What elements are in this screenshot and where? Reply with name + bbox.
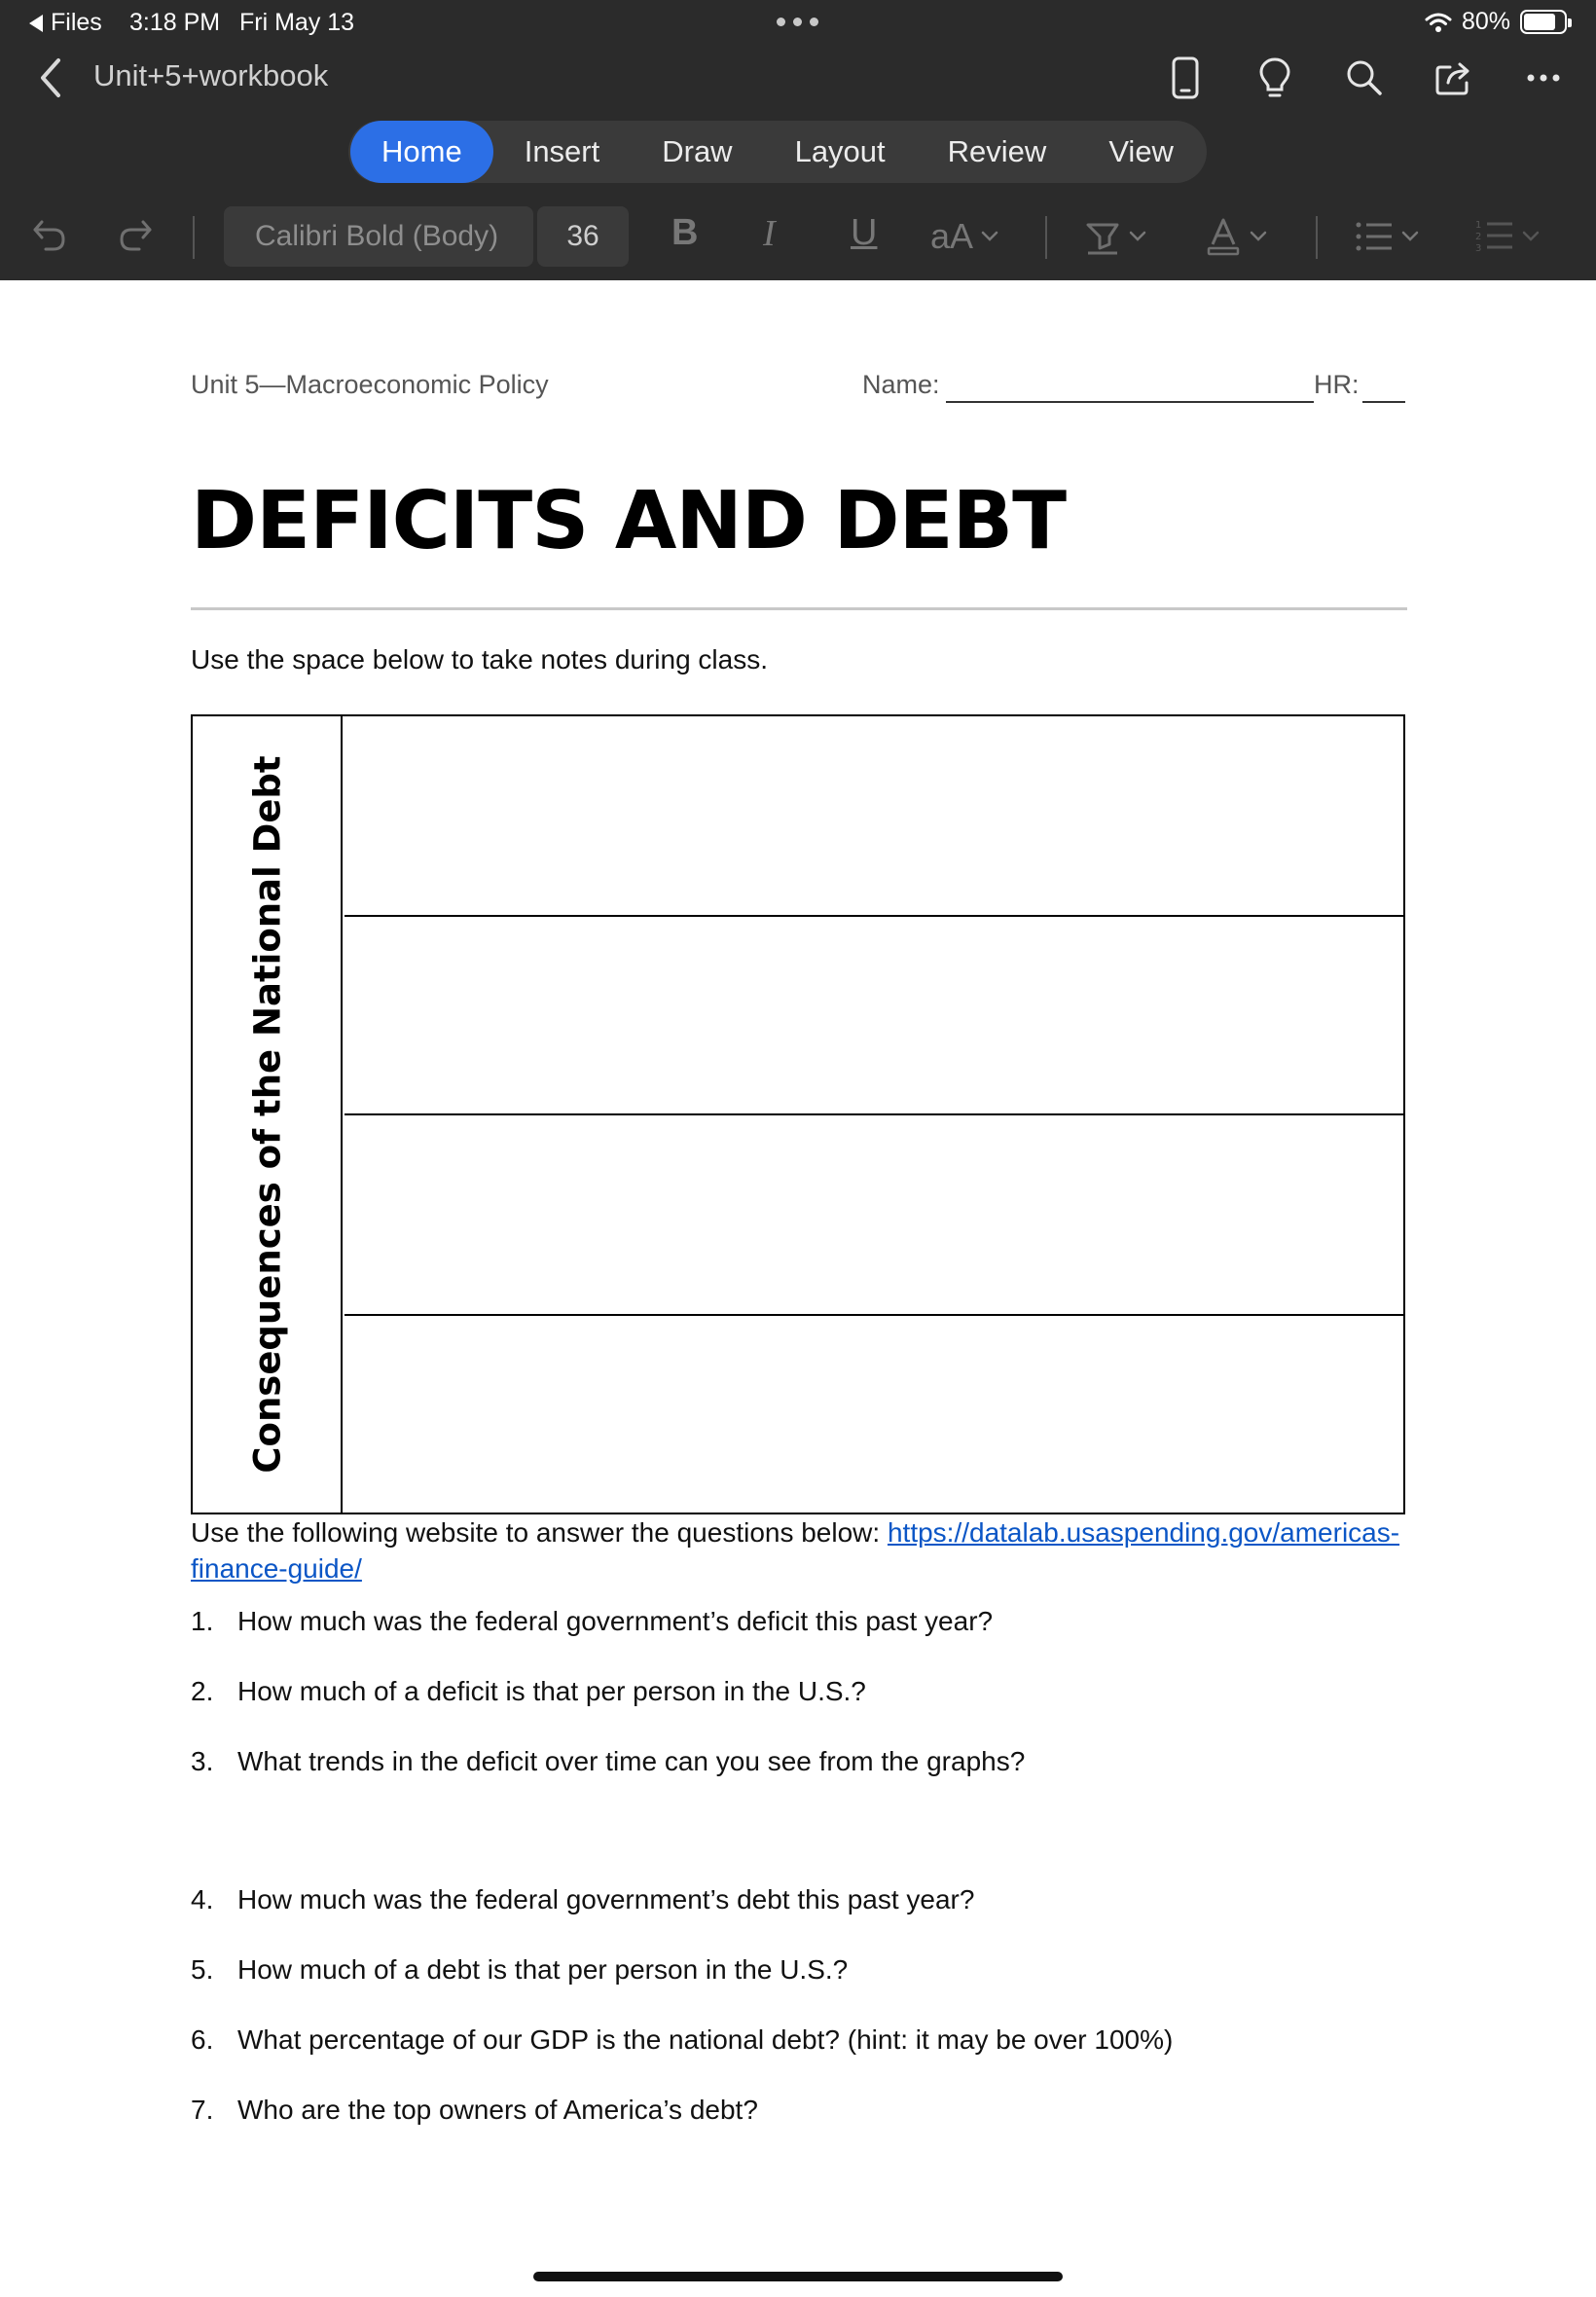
question-number: 4.	[191, 1884, 214, 1914]
question-text: What trends in the deficit over time can you see from the graphs?	[237, 1746, 1026, 1776]
battery-percent: 80%	[1461, 8, 1510, 35]
svg-text:3: 3	[1475, 243, 1482, 254]
undo-button[interactable]	[27, 212, 72, 259]
document-title: Unit+5+workbook	[93, 58, 329, 92]
format-toolbar	[0, 202, 1596, 271]
question-number: 6.	[191, 2024, 214, 2055]
bullets-button[interactable]	[1355, 212, 1419, 261]
notes-instruction: Use the space below to take notes during class.	[191, 644, 769, 675]
highlight-button[interactable]	[1084, 212, 1146, 261]
question-number: 2.	[191, 1676, 214, 1706]
toolbar-divider	[193, 216, 195, 259]
highlighter-icon	[1084, 217, 1121, 256]
italic-button[interactable]: I	[763, 213, 776, 254]
title-bar	[0, 47, 1596, 109]
search-icon	[1345, 58, 1384, 97]
question-number: 7.	[191, 2095, 214, 2125]
tab-review[interactable]: Review	[947, 134, 1047, 168]
notes-side-label: Consequences of the National Debt	[246, 755, 289, 1474]
back-app-label: Files	[51, 9, 102, 36]
question-item	[191, 1884, 974, 1915]
font-size-toggle-label: aA	[930, 216, 974, 256]
question-text: How much of a debt is that per person in the U.S.?	[237, 1954, 849, 1985]
notes-row[interactable]	[345, 917, 1403, 1115]
app-chrome	[0, 0, 1596, 280]
mobile-view-button[interactable]	[1162, 55, 1209, 101]
chevron-down-icon	[1401, 231, 1419, 242]
tab-insert[interactable]: Insert	[524, 134, 600, 168]
font-name-selector[interactable]	[224, 206, 533, 267]
numbering-button[interactable]	[1475, 212, 1540, 261]
website-instruction	[191, 1514, 1417, 1586]
website-link[interactable]: https://datalab.usaspending.gov/americas-finance-guide/	[191, 1517, 1400, 1584]
question-text: Who are the top owners of America’s debt?	[237, 2095, 758, 2125]
underline-button[interactable]: U	[851, 212, 878, 253]
bullets-icon	[1355, 219, 1394, 254]
lightbulb-icon	[1258, 56, 1291, 99]
font-size-selector[interactable]	[537, 206, 629, 267]
multitasking-dots-icon[interactable]	[777, 18, 818, 26]
numbering-icon	[1475, 218, 1514, 255]
notes-row[interactable]	[345, 716, 1403, 917]
status-date: Fri May 13	[239, 9, 355, 36]
question-text: What percentage of our GDP is the national debt? (hint: it may be over 100%)	[237, 2024, 1174, 2055]
question-text: How much of a deficit is that per person in the U.S.?	[237, 1676, 866, 1706]
font-color-button[interactable]	[1205, 212, 1267, 261]
question-item	[191, 1606, 993, 1637]
ribbon-tabs	[348, 121, 1207, 183]
website-prefix: Use the following website to answer the questions below:	[191, 1517, 888, 1548]
share-button[interactable]	[1431, 55, 1477, 101]
question-item	[191, 1746, 1025, 1777]
notes-table	[191, 714, 1405, 1514]
bold-button[interactable]: B	[671, 212, 699, 253]
more-options-button[interactable]	[1520, 55, 1567, 101]
question-item	[191, 1954, 848, 1986]
toolbar-divider	[1045, 216, 1047, 259]
toolbar-divider	[1316, 216, 1318, 259]
hr-label: HR:	[1314, 370, 1360, 399]
more-dots-icon	[1526, 73, 1561, 83]
document-canvas[interactable]	[0, 280, 1596, 2297]
question-text: How much was the federal government’s deficit this past year?	[237, 1606, 994, 1636]
back-triangle-icon	[29, 15, 43, 32]
chevron-down-icon	[1129, 231, 1146, 242]
back-chevron-icon[interactable]	[33, 56, 72, 99]
question-item	[191, 2095, 758, 2126]
name-label: Name:	[862, 370, 940, 399]
page-title: DEFICITS AND DEBT	[191, 475, 1067, 567]
share-icon	[1434, 59, 1473, 96]
svg-text:2: 2	[1475, 232, 1482, 242]
title-bar-actions	[1162, 55, 1567, 101]
notes-row[interactable]	[345, 1316, 1403, 1513]
phone-icon	[1171, 56, 1200, 99]
tab-home[interactable]: Home	[350, 121, 493, 183]
question-item	[191, 2024, 1173, 2056]
hr-blank-line	[1362, 401, 1405, 403]
battery-icon	[1520, 10, 1567, 34]
unit-header: Unit 5—Macroeconomic Policy	[191, 370, 549, 399]
home-indicator[interactable]	[533, 2272, 1063, 2281]
redo-icon	[116, 216, 155, 255]
question-number: 3.	[191, 1746, 214, 1776]
notes-row[interactable]	[345, 1115, 1403, 1316]
chevron-down-icon	[1250, 231, 1267, 242]
search-button[interactable]	[1341, 55, 1388, 101]
tab-layout[interactable]: Layout	[794, 134, 886, 168]
tab-view[interactable]: View	[1108, 134, 1174, 168]
status-bar	[0, 0, 1596, 47]
name-blank-line	[946, 401, 1314, 403]
font-size-toggle-button[interactable]	[930, 210, 998, 263]
redo-button[interactable]	[113, 212, 158, 259]
status-time: 3:18 PM	[129, 9, 221, 36]
question-number: 1.	[191, 1606, 214, 1636]
tab-draw[interactable]: Draw	[662, 134, 733, 168]
title-divider	[191, 607, 1407, 610]
question-text: How much was the federal government’s debt this past year?	[237, 1884, 975, 1914]
back-to-app-link[interactable]	[29, 9, 102, 37]
question-number: 5.	[191, 1954, 214, 1985]
question-item	[191, 1676, 866, 1707]
notes-side-cell	[193, 716, 343, 1513]
status-right	[1425, 8, 1567, 36]
font-size-value: 36	[566, 220, 599, 252]
chevron-down-icon	[1522, 231, 1540, 242]
wifi-icon	[1425, 12, 1452, 33]
font-name-value: Calibri Bold (Body)	[255, 220, 499, 252]
font-color-icon	[1205, 217, 1242, 256]
svg-text:1: 1	[1475, 220, 1482, 231]
chevron-down-icon	[981, 231, 998, 242]
undo-icon	[30, 216, 69, 255]
ideas-button[interactable]	[1251, 55, 1298, 101]
